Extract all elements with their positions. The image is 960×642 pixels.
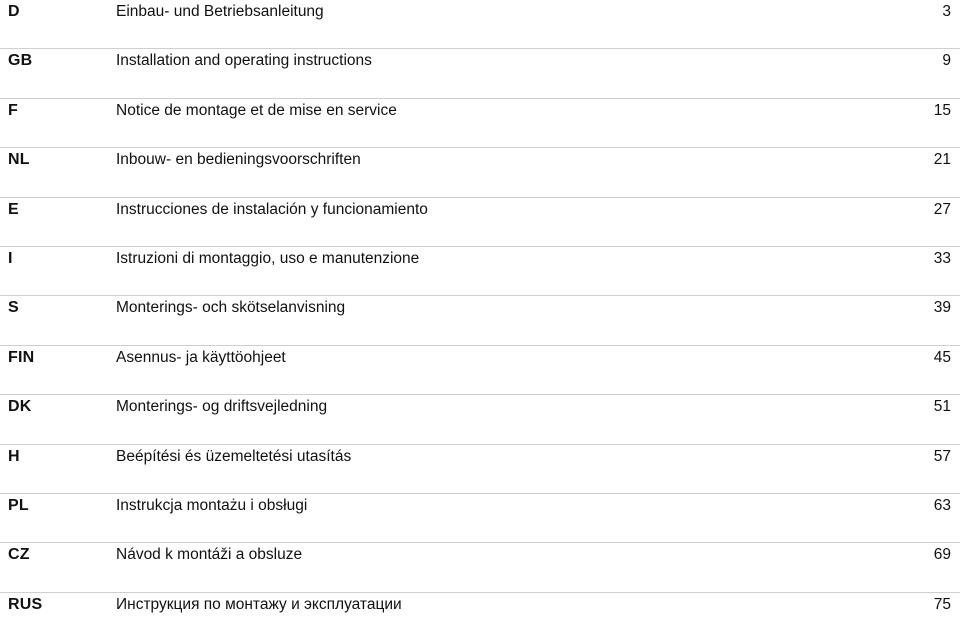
toc-entry-e[interactable] (0, 198, 960, 247)
toc-entry-pl[interactable] (0, 494, 960, 543)
entry-title: Inbouw- en bedieningsvoorschriften (116, 151, 361, 169)
entry-title: Installation and operating instructions (116, 52, 372, 70)
toc-entry-s[interactable] (0, 296, 960, 345)
entry-title: Asennus- ja käyttöohjeet (116, 348, 286, 366)
toc-entry-i[interactable] (0, 247, 960, 296)
page-number: 33 (933, 249, 951, 267)
language-code: I (8, 249, 13, 267)
language-code: PL (8, 496, 29, 514)
entry-title: Monterings- och skötselanvisning (116, 299, 346, 317)
toc-entry-cz[interactable] (0, 543, 960, 592)
language-code: GB (8, 52, 33, 70)
page-number: 3 (942, 3, 951, 20)
entry-title: Istruzioni di montaggio, uso e manutenzione (116, 249, 420, 267)
toc-entry-nl[interactable] (0, 148, 960, 197)
language-code: DK (8, 398, 32, 416)
entry-title: Návod k montáži a obsluze (116, 546, 303, 564)
page-number: 63 (933, 496, 951, 514)
entry-title: Einbau- und Betriebsanleitung (116, 3, 324, 20)
toc-entry-fin[interactable] (0, 346, 960, 395)
language-code: FIN (8, 348, 35, 366)
page-number: 75 (933, 595, 951, 613)
toc-entry-f[interactable] (0, 99, 960, 148)
page-number: 51 (933, 398, 951, 416)
language-code: H (8, 447, 20, 465)
language-code: CZ (8, 546, 30, 564)
entry-title: Instrucciones de instalación y funcionamiento (116, 200, 428, 218)
page-number: 15 (933, 101, 951, 119)
language-code: RUS (8, 595, 43, 613)
toc-entry-dk[interactable] (0, 395, 960, 444)
toc-entry-h[interactable] (0, 445, 960, 494)
toc-entry-de[interactable] (0, 0, 960, 49)
entry-title: Monterings- og driftsvejledning (116, 398, 328, 416)
language-code: NL (8, 151, 30, 169)
entry-title: Notice de montage et de mise en service (116, 101, 397, 119)
page-number: 69 (933, 546, 951, 564)
language-code: D (8, 3, 20, 20)
language-code: E (8, 200, 19, 218)
entry-title: Beépítési és üzemeltetési utasítás (116, 447, 352, 465)
page-number: 27 (933, 200, 951, 218)
language-code: F (8, 101, 18, 119)
language-code: S (8, 299, 19, 317)
toc-entry-rus[interactable] (0, 593, 960, 642)
page-number: 21 (933, 151, 951, 169)
page-number: 9 (942, 52, 951, 70)
page-number: 45 (933, 348, 951, 366)
page-number: 39 (933, 299, 951, 317)
toc-entry-gb[interactable] (0, 49, 960, 98)
entry-title: Инструкция по монтажу и эксплуатации (116, 595, 402, 613)
page-number: 57 (933, 447, 951, 465)
entry-title: Instrukcja montażu i obsługi (116, 496, 308, 514)
